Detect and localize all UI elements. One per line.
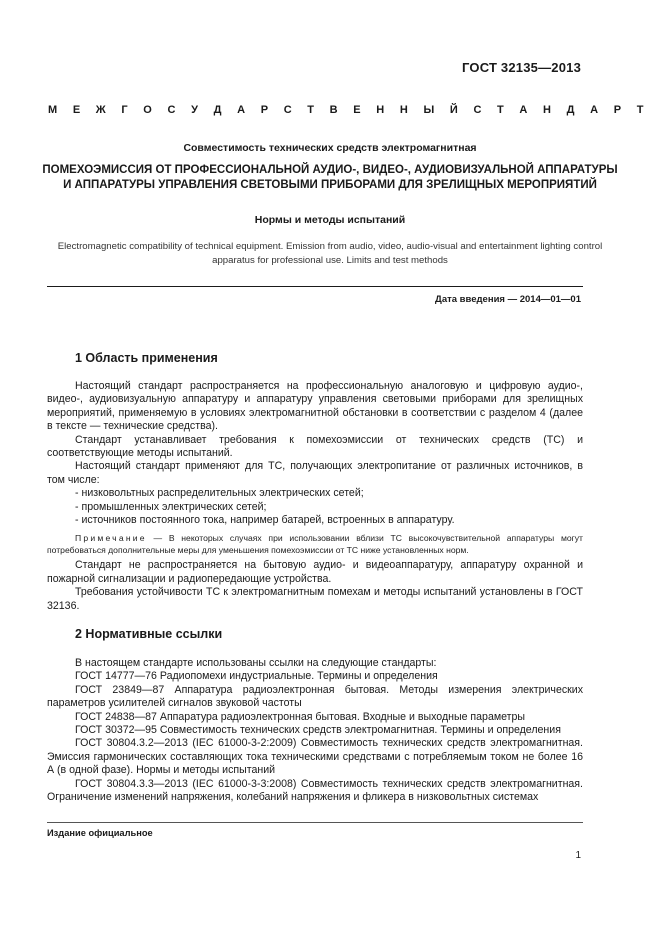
- section-2-heading: 2 Нормативные ссылки: [75, 627, 223, 641]
- reference-item: ГОСТ 30804.3.3—2013 (IEC 61000-3-3:2008) Совместимость технических средств электромагнитная. Ограничение изменений напряжения, колебаний напряжения и фликера в низковольтных системах: [47, 777, 583, 804]
- paragraph: Требования устойчивости ТС к электромагнитным помехам и методы испытаний установлены в ГОСТ 32136.: [47, 586, 583, 612]
- reference-item: ГОСТ 23849—87 Аппаратура радиоэлектронная бытовая. Методы измерения электрических параметров усилителей сигналов звуковой частоты: [47, 683, 583, 710]
- note: [47, 532, 583, 556]
- edition-label: Издание официальное: [47, 828, 153, 838]
- reference-item: ГОСТ 30804.3.2—2013 (IEC 61000-3-2:2009) Совместимость технических средств электромагнитная. Эмиссия гармонических составляющих тока техническими средствами с потребляемым током не более 16 А (в одной фазе). Нормы и методы испытаний: [47, 737, 583, 777]
- paragraph: Стандарт устанавливает требования к помехоэмиссии от технических средств (ТС) и соответствующие методы испытаний.: [47, 433, 583, 460]
- title-norms: Нормы и методы испытаний: [254, 214, 406, 226]
- reference-item: ГОСТ 30372—95 Совместимость технических средств электромагнитная. Термины и определения: [75, 724, 561, 737]
- paragraph: Настоящий стандарт распространяется на профессиональную аналоговую и цифровую аудио-, видео-, аудиовизуальную аппаратуру и аппаратуру управления световыми приборами для зрелищных мероприятий, применяемую в условиях электромагнитной обстановки в соответствии с разделом 4 (далее в тексте — технические средства).: [47, 380, 583, 433]
- list-item: - низковольтных распределительных электрических сетей;: [75, 487, 364, 500]
- reference-item: ГОСТ 24838—87 Аппаратура радиоэлектронная бытовая. Входные и выходные параметры: [75, 710, 526, 723]
- section-1-body: [47, 380, 583, 613]
- paragraph: Стандарт не распространяется на бытовую аудио- и видеоаппаратуру, аппаратуру охранной и пожарной сигнализации и радиопередающие устройства.: [47, 559, 583, 585]
- title-main: ПОМЕХОЭМИССИЯ ОТ ПРОФЕССИОНАЛЬНОЙ АУДИО-, ВИДЕО-, АУДИОВИЗУАЛЬНОЙ АППАРАТУРЫ И АППАРАТУРЫ УПРАВЛЕНИЯ СВЕТОВЫМИ ПРИБОРАМИ ДЛЯ ЗРЕЛИЩНЫХ МЕРОПРИЯТИЙ: [42, 164, 618, 191]
- reference-item: ГОСТ 14777—76 Радиопомехи индустриальные. Термины и определения: [75, 670, 438, 683]
- interstate-standard-label: М Е Ж Г О С У Д А Р С Т В Е Н Н Ы Й С Т А Н Д А Р Т: [48, 104, 650, 116]
- note-text: — В некоторых случаях при использовании вблизи ТС высокочувствительной аппаратуры могут потребоваться дополнительные меры для уменьшения помехоэмиссии от ТС ниже установленных норм.: [47, 533, 583, 556]
- paragraph: Настоящий стандарт применяют для ТС, получающих электропитание от различных источников, в том числе:: [47, 460, 583, 486]
- gost-code: ГОСТ 32135—2013: [462, 60, 581, 75]
- section-1-heading: 1 Область применения: [75, 351, 218, 365]
- list-item: - источников постоянного тока, например батарей, встроенных в аппаратуру.: [75, 514, 455, 527]
- section-2-body: [47, 657, 583, 804]
- page-number: 1: [575, 850, 581, 861]
- title-english: Electromagnetic compatibility of technical equipment. Emission from audio, video, audio-visual and entertainment lighting control apparatus for professional use. Limits and test methods: [57, 241, 603, 266]
- note-label: Примечание: [75, 533, 147, 544]
- footer-divider: [47, 822, 583, 823]
- divider: [47, 286, 583, 287]
- title-subtitle: Совместимость технических средств электромагнитная: [183, 142, 477, 154]
- paragraph: В настоящем стандарте использованы ссылки на следующие стандарты:: [75, 657, 437, 669]
- intro-date: Дата введения — 2014—01—01: [435, 294, 581, 305]
- list-item: - промышленных электрических сетей;: [75, 500, 267, 513]
